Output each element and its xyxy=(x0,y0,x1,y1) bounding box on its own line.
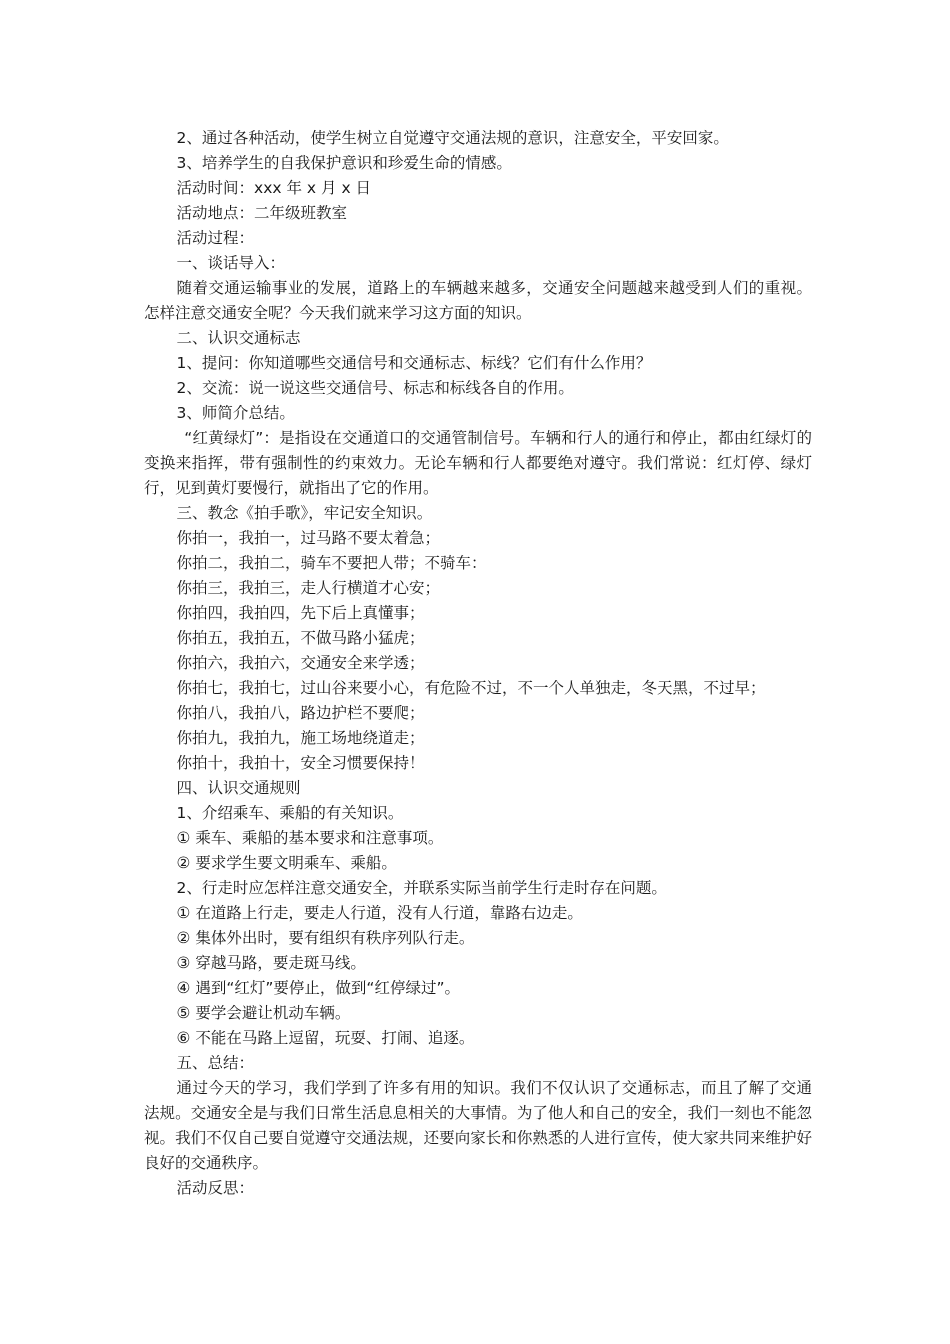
paragraph: 3、师简介总结。 xyxy=(176,404,295,422)
paragraph: 随着交通运输事业的发展，道路上的车辆越来越多，交通安全问题越来越受到人们的重视。怎样注意交通安全呢？今天我们就来学习这方面的知识。 xyxy=(144,279,812,322)
paragraph: 3、培养学生的自我保护意识和珍爱生命的情感。 xyxy=(176,154,512,172)
list-item: ① 在道路上行走，要走人行道，没有人行道，靠路右边走。 xyxy=(176,904,583,922)
paragraph: 2、交流：说一说这些交通信号、标志和标线各自的作用。 xyxy=(176,379,574,397)
paragraph: 活动过程： xyxy=(176,229,255,247)
list-item: ② 集体外出时，要有组织有秩序列队行走。 xyxy=(176,929,475,947)
list-item: ④ 遇到“红灯”要停止，做到“红停绿过”。 xyxy=(176,979,460,997)
verse-line: 你拍二，我拍二，骑车不要把人带；不骑车： xyxy=(176,554,487,572)
verse-line: 你拍一，我拍一，过马路不要太着急； xyxy=(176,529,441,547)
verse-line: 你拍九，我拍九，施工场地绕道走； xyxy=(176,729,425,747)
paragraph: 1、介绍乘车、乘船的有关知识。 xyxy=(176,804,404,822)
section-heading: 五、总结： xyxy=(176,1054,255,1072)
verse-line: 你拍三，我拍三，走人行横道才心安； xyxy=(176,579,441,597)
verse-line: 你拍八，我拍八，路边护栏不要爬； xyxy=(176,704,425,722)
verse-line: 你拍十，我拍十，安全习惯要保持！ xyxy=(176,754,425,772)
paragraph: 通过今天的学习，我们学到了许多有用的知识。我们不仅认识了交通标志，而且了解了交通法规。交通安全是与我们日常生活息息相关的大事情。为了他人和自己的安全，我们一刻也不能忽视。我们不仅自己要自觉遵守交通法规，还要向家长和你熟悉的人进行宣传，使大家共同来维护好良好的交通秩序。 xyxy=(144,1079,812,1172)
verse-line: 你拍五，我拍五，不做马路小猛虎； xyxy=(176,629,425,647)
list-item: ① 乘车、乘船的基本要求和注意事项。 xyxy=(176,829,444,847)
paragraph: 2、通过各种活动，使学生树立自觉遵守交通法规的意识，注意安全，平安回家。 xyxy=(176,129,729,147)
paragraph: 1、提问：你知道哪些交通信号和交通标志、标线？它们有什么作用？ xyxy=(176,354,652,372)
paragraph: “红黄绿灯”：是指设在交通道口的交通管制信号。车辆和行人的通行和停止，都由红绿灯的变换来指挥，带有强制性的约束效力。无论车辆和行人都要绝对遵守。我们常说：红灯停、绿灯行，见到黄灯要慢行，就指出了它的作用。 xyxy=(144,429,812,497)
paragraph: 2、行走时应怎样注意交通安全，并联系实际当前学生行走时存在问题。 xyxy=(176,879,667,897)
list-item: ② 要求学生要文明乘车、乘船。 xyxy=(176,854,397,872)
section-heading: 二、认识交通标志 xyxy=(176,329,301,347)
verse-line: 你拍七，我拍七，过山谷来要小心，有危险不过，不一个人单独走，冬天黑，不过早； xyxy=(176,679,766,697)
verse-line: 你拍六，我拍六，交通安全来学透； xyxy=(176,654,425,672)
paragraph: 活动地点：二年级班教室 xyxy=(176,204,348,222)
list-item: ⑥ 不能在马路上逗留，玩耍、打闹、追逐。 xyxy=(176,1029,475,1047)
list-item: ⑤ 要学会避让机动车辆。 xyxy=(176,1004,351,1022)
verse-line: 你拍四，我拍四，先下后上真懂事； xyxy=(176,604,425,622)
section-heading: 三、教念《拍手歌》，牢记安全知识。 xyxy=(176,504,433,522)
paragraph: 活动时间：xxx 年 x 月 x 日 xyxy=(176,179,372,197)
document-page xyxy=(144,126,812,1201)
paragraph: 活动反思： xyxy=(176,1179,255,1197)
list-item: ③ 穿越马路，要走斑马线。 xyxy=(176,954,366,972)
section-heading: 一、谈话导入： xyxy=(176,254,286,272)
section-heading: 四、认识交通规则 xyxy=(176,779,301,797)
